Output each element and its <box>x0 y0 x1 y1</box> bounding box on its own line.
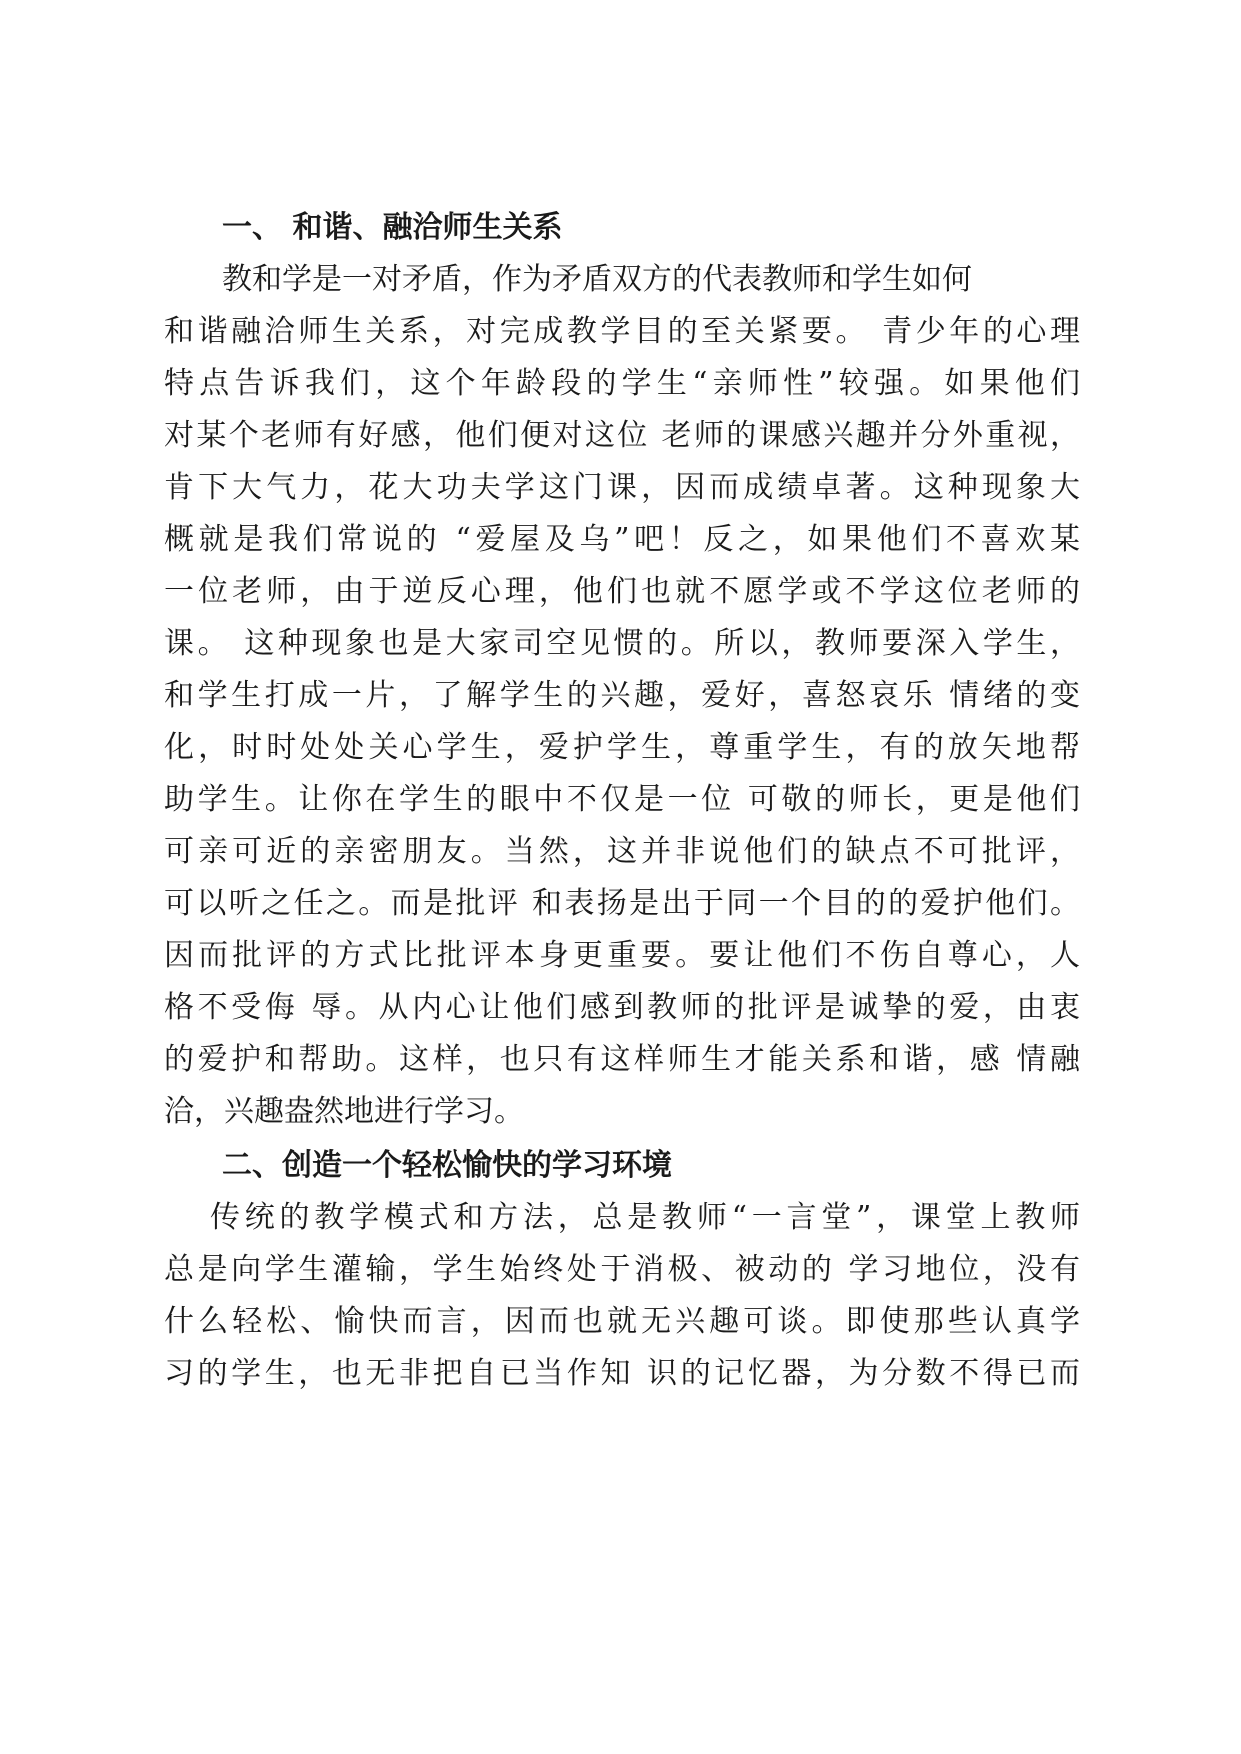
section-1-heading: 一、 和谐、融洽师生关系 <box>222 210 563 245</box>
paragraph-line: 教和学是一对矛盾，作为矛盾双方的代表教师和学生如何 <box>222 262 972 297</box>
paragraph-line: 一位老师，由于逆反心理，他们也就不愿学或不学这位老师的 <box>164 574 1080 609</box>
paragraph-line: 洽，兴趣盎然地进行学习。 <box>164 1094 524 1129</box>
paragraph-line: 课。 这种现象也是大家司空见惯的。所以，教师要深入学生， <box>164 626 1080 661</box>
paragraph-line: 助学生。让你在学生的眼中不仅是一位 可敬的师长，更是他们 <box>164 782 1080 817</box>
paragraph-line: 格不受侮 辱。从内心让他们感到教师的批评是诚挚的爱，由衷 <box>164 990 1080 1025</box>
paragraph-line: 概就是我们常说的 “爱屋及乌”吧！反之，如果他们不喜欢某 <box>164 522 1080 557</box>
paragraph-line: 什么轻松、愉快而言，因而也就无兴趣可谈。即使那些认真学 <box>164 1304 1080 1339</box>
paragraph-line: 和学生打成一片，了解学生的兴趣，爱好，喜怒哀乐 情绪的变 <box>164 678 1080 713</box>
paragraph-line: 对某个老师有好感，他们便对这位 老师的课感兴趣并分外重视， <box>164 418 1080 453</box>
paragraph-line: 可以听之任之。而是批评 和表扬是出于同一个目的的爱护他们。 <box>164 886 1080 921</box>
paragraph-line: 和谐融洽师生关系，对完成教学目的至关紧要。 青少年的心理 <box>164 314 1080 349</box>
paragraph-line: 传统的教学模式和方法，总是教师“一言堂”，课堂上教师 <box>210 1200 1080 1235</box>
paragraph-line: 可亲可近的亲密朋友。当然，这并非说他们的缺点不可批评， <box>164 834 1080 869</box>
paragraph-line: 特点告诉我们，这个年龄段的学生“亲师性”较强。如果他们 <box>164 366 1080 401</box>
paragraph-line: 化，时时处处关心学生，爱护学生，尊重学生，有的放矢地帮 <box>164 730 1080 765</box>
paragraph-line: 习的学生，也无非把自已当作知 识的记忆器，为分数不得已而 <box>164 1356 1080 1391</box>
paragraph-line: 肯下大气力，花大功夫学这门课，因而成绩卓著。这种现象大 <box>164 470 1080 505</box>
section-2-heading: 二、创造一个轻松愉快的学习环境 <box>222 1148 672 1183</box>
paragraph-line: 总是向学生灌输，学生始终处于消极、被动的 学习地位，没有 <box>164 1252 1080 1287</box>
paragraph-line: 因而批评的方式比批评本身更重要。要让他们不伤自尊心，人 <box>164 938 1080 973</box>
paragraph-line: 的爱护和帮助。这样，也只有这样师生才能关系和谐，感 情融 <box>164 1042 1080 1077</box>
